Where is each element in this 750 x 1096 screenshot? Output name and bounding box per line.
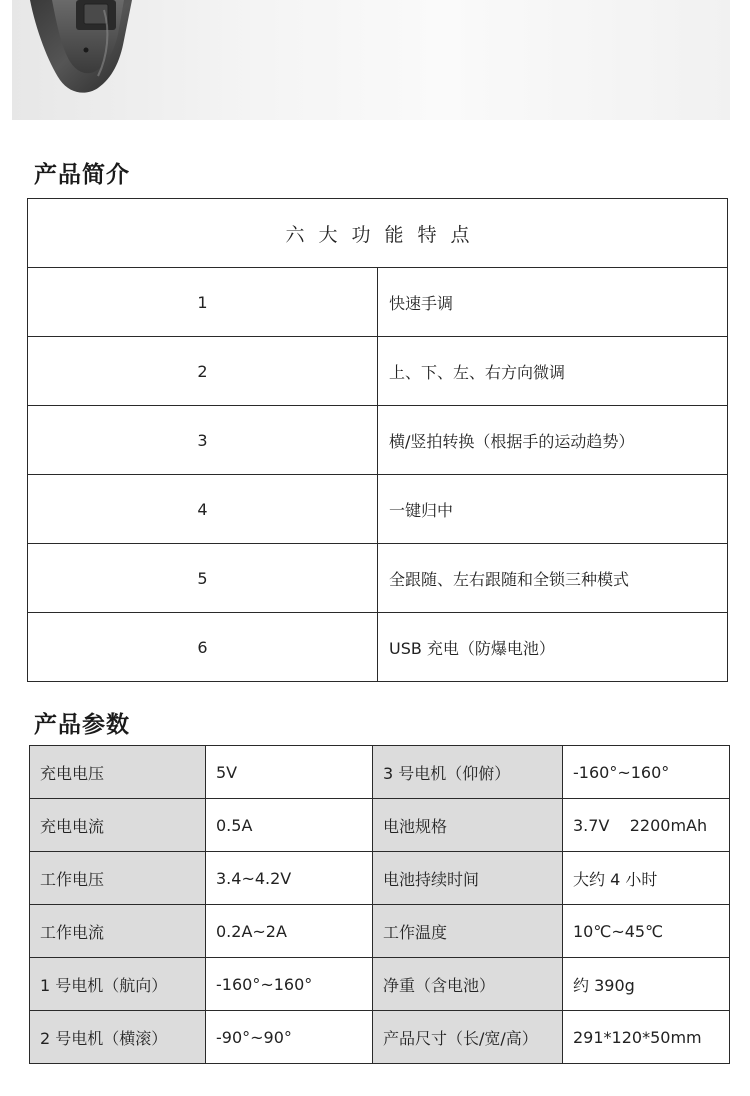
- param-label: 电池规格: [373, 799, 563, 852]
- param-value: 约 390g: [563, 958, 730, 1011]
- param-label: 工作电流: [30, 905, 206, 958]
- table-row: [28, 475, 728, 544]
- feature-text: 上、下、左、右方向微调: [378, 337, 728, 406]
- table-row: [30, 746, 730, 799]
- param-value: -160°~160°: [563, 746, 730, 799]
- param-label: 1 号电机（航向）: [30, 958, 206, 1011]
- table-row: [30, 1011, 730, 1064]
- feature-text: USB 充电（防爆电池）: [378, 613, 728, 682]
- section-title-params: 产品参数: [34, 712, 130, 738]
- feature-number: 6: [28, 613, 378, 682]
- feature-text: 快速手调: [378, 268, 728, 337]
- param-label: 电池持续时间: [373, 852, 563, 905]
- feature-text: 横/竖拍转换（根据手的运动趋势）: [378, 406, 728, 475]
- feature-text: 一键归中: [378, 475, 728, 544]
- feature-number: 2: [28, 337, 378, 406]
- table-row: [28, 268, 728, 337]
- param-value: 3.4~4.2V: [206, 852, 373, 905]
- table-row: [28, 544, 728, 613]
- feature-number: 4: [28, 475, 378, 544]
- table-row: [28, 406, 728, 475]
- table-row: [28, 613, 728, 682]
- table-row: [30, 958, 730, 1011]
- section-title-intro: 产品简介: [34, 162, 130, 188]
- param-value: 10℃~45℃: [563, 905, 730, 958]
- param-value: 291*120*50mm: [563, 1011, 730, 1064]
- param-label: 2 号电机（横滚）: [30, 1011, 206, 1064]
- features-table: [27, 198, 728, 682]
- param-label: 净重（含电池）: [373, 958, 563, 1011]
- features-header: 六大功能特点: [28, 199, 728, 268]
- feature-number: 1: [28, 268, 378, 337]
- param-value: 大约 4 小时: [563, 852, 730, 905]
- param-label: 产品尺寸（长/宽/高）: [373, 1011, 563, 1064]
- param-value: -90°~90°: [206, 1011, 373, 1064]
- feature-number: 5: [28, 544, 378, 613]
- param-value: -160°~160°: [206, 958, 373, 1011]
- param-value: 5V: [206, 746, 373, 799]
- product-photo: [12, 0, 730, 120]
- params-table: [29, 745, 730, 1064]
- table-row: [30, 905, 730, 958]
- param-label: 充电电压: [30, 746, 206, 799]
- param-label: 3 号电机（仰俯）: [373, 746, 563, 799]
- table-row: [30, 852, 730, 905]
- param-label: 工作温度: [373, 905, 563, 958]
- param-value: 0.2A~2A: [206, 905, 373, 958]
- param-label: 充电电流: [30, 799, 206, 852]
- feature-number: 3: [28, 406, 378, 475]
- features-header-row: [28, 199, 728, 268]
- gimbal-handle-image: [12, 0, 730, 120]
- table-row: [30, 799, 730, 852]
- param-value: 0.5A: [206, 799, 373, 852]
- feature-text: 全跟随、左右跟随和全锁三种模式: [378, 544, 728, 613]
- param-label: 工作电压: [30, 852, 206, 905]
- table-row: [28, 337, 728, 406]
- param-value: 3.7V 2200mAh: [563, 799, 730, 852]
